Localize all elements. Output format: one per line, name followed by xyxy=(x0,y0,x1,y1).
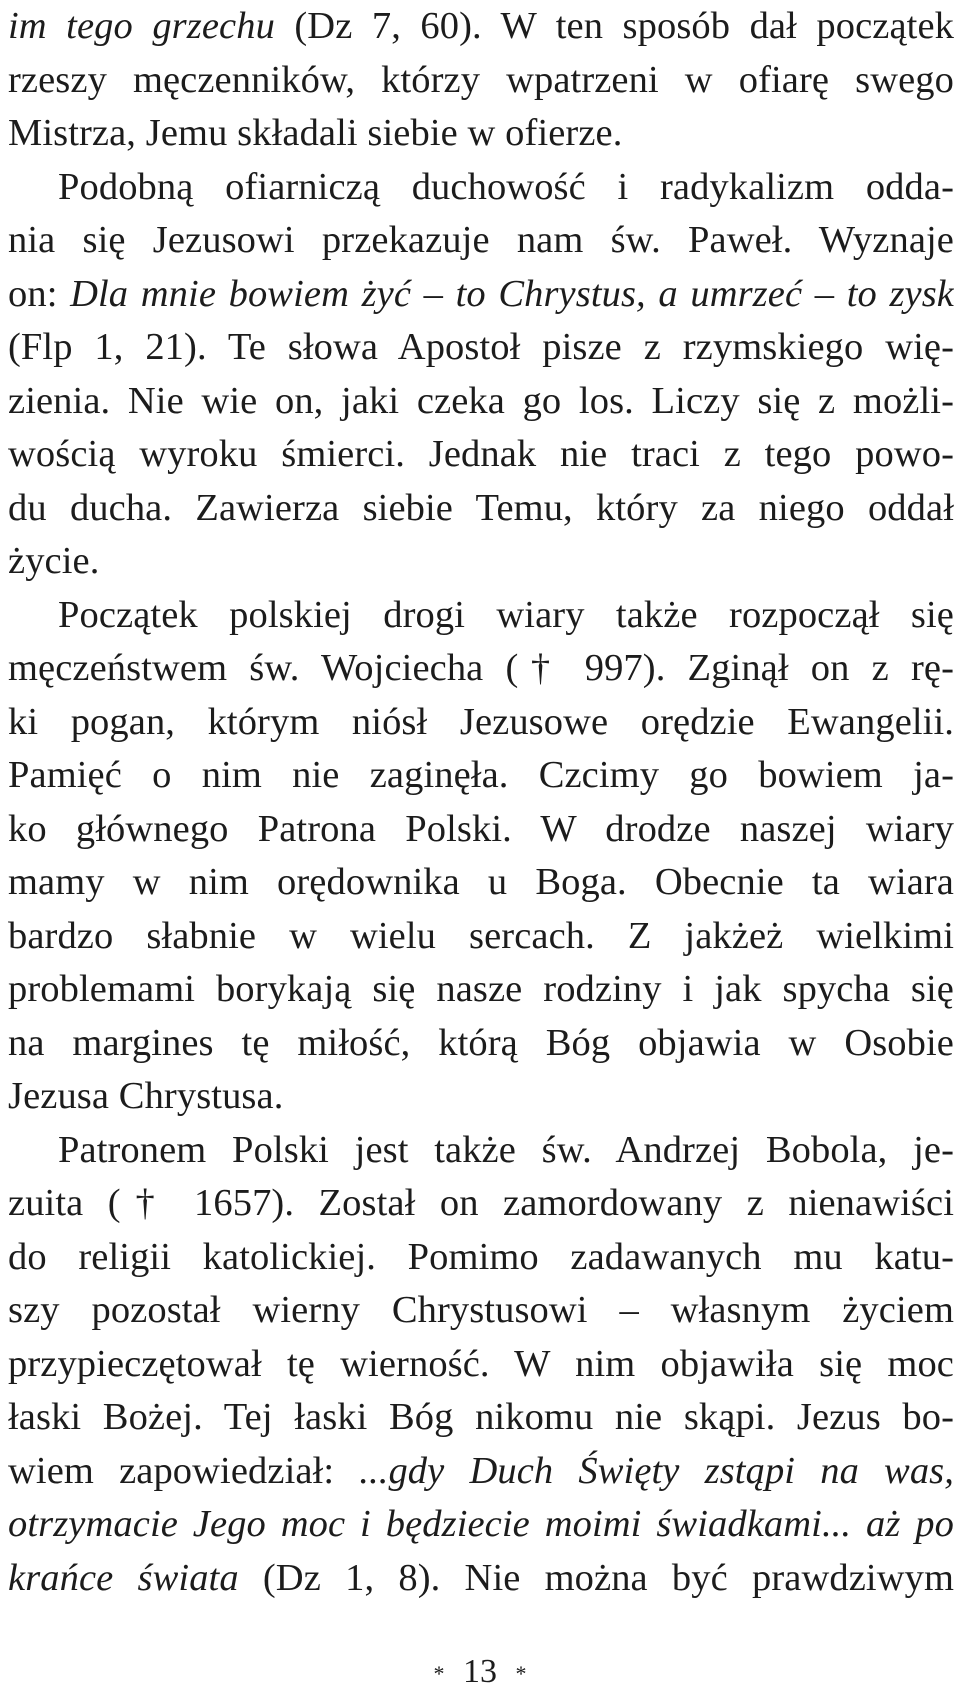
footer-star-left: * xyxy=(433,1661,445,1687)
text-segment: du ducha. Zawierza siebie Temu, który za niego oddał xyxy=(8,486,954,529)
page-footer xyxy=(0,1652,960,1694)
text-segment: ki pogan, którym niósł Jezusowe orędzie Ewangelii. xyxy=(8,700,954,743)
text-line xyxy=(8,1231,954,1285)
text-line xyxy=(8,1124,954,1178)
text-segment: przypieczętował tę wierność. W nim objawiła się moc xyxy=(8,1342,954,1385)
text-segment: na margines tę miłość, którą Bóg objawia w Osobie xyxy=(8,1021,954,1064)
text-segment: mamy w nim orędownika u Boga. Obecnie ta wiara xyxy=(8,861,954,903)
text-segment: (Dz 7, 60). W ten sposób dał początek xyxy=(274,5,954,47)
text-segment: (Dz 1, 8). Nie można być prawdziwym xyxy=(238,1556,954,1599)
text-segment: do religii katolickiej. Pomimo zadawanych mu katu- xyxy=(8,1235,954,1278)
text-segment: (Flp 1, 21). Te słowa Apostoł pisze z rzymskiego wię- xyxy=(8,326,954,368)
text-line xyxy=(8,803,954,857)
text-segment: nia się Jezusowi przekazuje nam św. Paweł. Wyznaje xyxy=(8,219,954,261)
text-segment: zuita († 1657). Został on zamordowany z nienawiści xyxy=(8,1182,954,1224)
text-line xyxy=(8,910,954,964)
text-line xyxy=(8,268,954,322)
text-segment: bardzo słabnie w wielu sercach. Z jakżeż wielkimi xyxy=(8,914,954,957)
text-segment: wością wyroku śmierci. Jednak nie traci z tego powo- xyxy=(8,433,954,475)
text-line xyxy=(8,1070,954,1124)
text-line xyxy=(8,1552,954,1606)
text-segment: Początek polskiej drogi wiary także rozpoczął się xyxy=(58,593,954,636)
text-line xyxy=(8,0,954,54)
text-line xyxy=(8,482,954,536)
text-segment: Mistrza, Jemu składali siebie w ofierze. xyxy=(8,112,623,154)
text-line xyxy=(8,1445,954,1499)
text-segment: problemami borykają się nasze rodziny i jak spycha się xyxy=(8,968,954,1010)
text-segment: wiem zapowiedział: xyxy=(8,1449,360,1492)
text-segment: szy pozostał wierny Chrystusowi – własnym życiem xyxy=(8,1289,954,1331)
text-line xyxy=(8,1498,954,1552)
text-line xyxy=(8,696,954,750)
text-line xyxy=(8,856,954,910)
text-segment: Pamięć o nim nie zaginęła. Czcimy go bowiem ja- xyxy=(8,754,954,796)
italic-text-segment: im tego grzechu xyxy=(8,5,275,47)
text-segment: życie. xyxy=(8,540,100,582)
text-line xyxy=(8,963,954,1017)
footer-star-right: * xyxy=(515,1661,527,1687)
text-line xyxy=(8,1338,954,1392)
text-line xyxy=(8,161,954,215)
text-line xyxy=(8,1284,954,1338)
text-line xyxy=(8,428,954,482)
text-line xyxy=(8,642,954,696)
text-line xyxy=(8,1177,954,1231)
text-line xyxy=(8,1017,954,1071)
text-segment: męczeństwem św. Wojciecha († 997). Zginął on z rę- xyxy=(8,647,954,689)
text-body xyxy=(8,0,954,1605)
text-line xyxy=(8,375,954,429)
text-line xyxy=(8,107,954,161)
italic-text-segment: ...gdy Duch Święty zstąpi na was, xyxy=(359,1449,954,1492)
italic-text-segment: krańce świata xyxy=(8,1556,239,1599)
text-segment: rzeszy męczenników, którzy wpatrzeni w ofiarę swego xyxy=(8,58,954,101)
document-page xyxy=(8,0,954,1605)
text-segment: łaski Bożej. Tej łaski Bóg nikomu nie skąpi. Jezus bo- xyxy=(8,1396,954,1438)
text-line xyxy=(8,589,954,643)
italic-text-segment: Dla mnie bowiem żyć – to Chrystus, a umrzeć – to zysk xyxy=(70,272,954,315)
text-segment: Jezusa Chrystusa. xyxy=(8,1075,284,1117)
text-segment: zienia. Nie wie on, jaki czeka go los. Liczy się z możli- xyxy=(8,379,954,422)
text-segment: Podobną ofiarniczą duchowość i radykalizm odda- xyxy=(58,165,954,208)
text-segment: on: xyxy=(8,272,71,315)
text-segment: Patronem Polski jest także św. Andrzej Bobola, je- xyxy=(58,1128,954,1171)
text-line xyxy=(8,321,954,375)
text-line xyxy=(8,54,954,108)
text-segment: ko głównego Patrona Polski. W drodze naszej wiary xyxy=(8,807,954,850)
text-line xyxy=(8,749,954,803)
text-line xyxy=(8,214,954,268)
italic-text-segment: otrzymacie Jego moc i będziecie moimi świadkami... aż po xyxy=(8,1503,954,1545)
page-number: 13 xyxy=(463,1653,497,1690)
text-line xyxy=(8,535,954,589)
text-line xyxy=(8,1391,954,1445)
